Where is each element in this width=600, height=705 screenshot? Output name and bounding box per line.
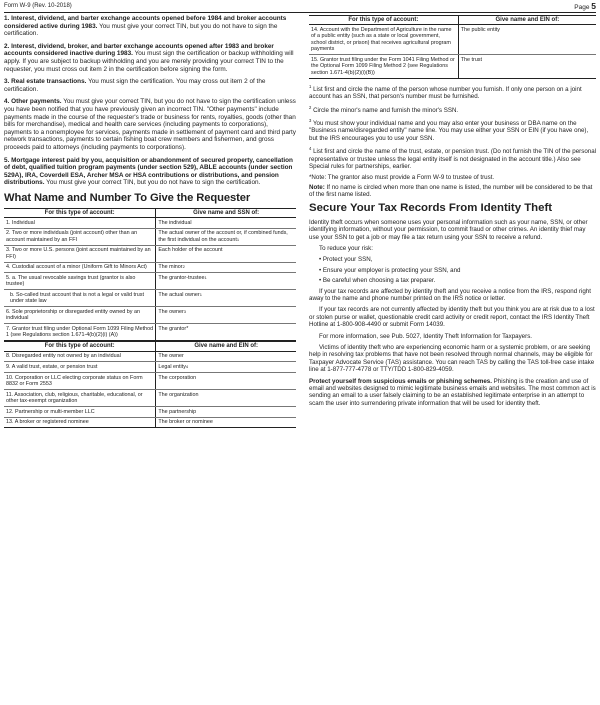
note-lead: Note: — [309, 183, 325, 191]
table-row — [4, 390, 296, 407]
give-name — [156, 218, 296, 229]
paragraph: Victims of identity theft who are experiencing economic harm or a systemic problem, or are seeking help in resolving tax problems that have not been resolved through normal channels, may be eligible for Taxpayer Advocate Service (TAS) assistance. You can reach TAS by calling the TAS toll-free case intake line at 1-877-777-4778 or TTY/TDD 1-800-829-4059. — [309, 344, 595, 374]
table-row — [4, 290, 296, 307]
paragraph: If your tax records are not currently affected by identity theft but you think you are at risk due to a lost or stolen purse or wallet, questionable credit card activity or credit report, contact the IRS Identity Theft Hotline at 1-800-908-4490 or submit Form 14039. — [309, 306, 595, 329]
reduce-risk-label: To reduce your risk: — [319, 244, 373, 252]
footnote-ref: 1 — [236, 236, 240, 242]
give-name-text: The minor — [158, 264, 183, 271]
item-2 — [4, 43, 296, 73]
bullet-item: • Be careful when choosing a tax preparer. — [319, 277, 436, 285]
ein-col-give: Give name and EIN of: — [458, 16, 596, 25]
give-name — [156, 228, 296, 245]
item-2-lead: 2. Interest, dividend, broker, and barter exchange accounts opened after 1983 and broker accounts considered inactive during 1983. — [4, 42, 274, 58]
bullet-item: • Ensure your employer is protecting your SSN, and — [319, 266, 461, 274]
give-name — [156, 290, 296, 307]
give-name-text: The actual owner — [158, 292, 200, 299]
account-type: 7. Grantor trust filing under Optional Form 1099 Filing Method 1 (see Regulations section 1.671-4(b)(2)(i) (A)) — [4, 324, 156, 341]
account-type: 1. Individual — [4, 218, 156, 229]
give-name-text: The organization — [158, 391, 199, 398]
account-type: 14. Account with the Department of Agriculture in the name of a public entity (such as a state or local government, school district, or prison) that receives agricultural program payments — [309, 25, 458, 55]
table-row — [4, 407, 296, 418]
ssn-table-header — [4, 208, 296, 217]
table-row — [4, 417, 296, 428]
give-name — [156, 307, 296, 324]
footnote-ref: 2 — [182, 264, 185, 270]
give-name: The public entity — [458, 25, 596, 55]
section-title: What Name and Number To Give the Requester — [4, 191, 251, 204]
ein-table-header — [4, 342, 296, 351]
footnote-ref: 1 — [199, 292, 202, 298]
footnote-number: 2 — [309, 104, 312, 110]
footnote-text: List first and circle the name of the trust, estate, or pension trust. (Do not furnish the TIN of the personal representative or trustee unless the legal entity itself is not designated in the account title.) Also see Special rules for partnerships, earlier. — [309, 148, 597, 171]
left-column — [4, 15, 296, 428]
table-row — [4, 262, 296, 273]
phishing-lead: Protect yourself from suspicious emails or phishing schemes. — [309, 377, 492, 385]
identity-theft-title: Secure Your Tax Records From Identity Theft — [309, 201, 553, 214]
item-3-lead: 3. Real estate transactions. — [4, 78, 87, 86]
give-name-text: Legal entity — [158, 364, 186, 371]
table-row — [4, 351, 296, 362]
grantor-note: *Note: The grantor also must provide a Form W-9 to trustee of trust. — [309, 173, 495, 181]
table-row — [4, 245, 296, 262]
account-type: 12. Partnership or multi-member LLC — [4, 407, 156, 418]
table-row — [309, 55, 596, 78]
item-5-lead: 5. Mortgage interest paid by you, acquisition or abandonment of secured property, cancellation of debt, qualified tuition program payments (under section 529), ABLE accounts (under section 529A), IRA, Coverdell ESA, Archer MSA or HSA contributions or distributions, and pension distributions. — [4, 156, 293, 187]
paragraph: For more information, see Pub. 5027, Identity Theft Information for Taxpayers. — [319, 332, 533, 340]
footnote — [309, 83, 596, 101]
item-4 — [4, 98, 296, 151]
footnotes — [309, 83, 596, 199]
table-row — [309, 25, 596, 55]
footnote — [309, 145, 596, 170]
give-name-text: The individual — [158, 219, 192, 226]
account-type: 4. Custodial account of a minor (Uniform Gift to Minors Act) — [4, 262, 156, 273]
footnote-number: 3 — [309, 117, 312, 123]
account-type: 8. Disregarded entity not owned by an individual — [4, 351, 156, 362]
footnote-text: List first and circle the name of the person whose number you furnish. If only one person on a joint account has an SSN, that person's number must be furnished. — [309, 85, 582, 101]
give-name-text: The owner — [158, 309, 184, 316]
account-type: 15. Grantor trust filing under the Form 1041 Filing Method or the Optional Form 1099 Filing Method 2 (see Regulations section 1.671-4(b)(2)(i)(B)) — [309, 55, 458, 78]
give-name-text: The partnership — [158, 408, 197, 415]
footnote-number: 4 — [309, 146, 312, 152]
table-row — [4, 373, 296, 390]
table-row — [4, 362, 296, 373]
footnote-ref: 1 — [204, 275, 207, 281]
footnote-text: Circle the minor's name and furnish the minor's SSN. — [313, 106, 459, 114]
ein-col-account: For this type of account: — [4, 342, 156, 351]
give-name-text: Each holder of the account — [158, 247, 223, 254]
footnote-text: You must show your individual name and you may also enter your business or DBA name on the "Business name/disregarded entity" name line. You may use either your SSN or EIN (if you have one), but the IRS encourages you to use your SSN. — [309, 120, 589, 142]
give-name — [156, 417, 296, 428]
account-type: 3. Two or more U.S. persons (joint account maintained by an FFI) — [4, 245, 156, 262]
phishing-paragraph — [309, 378, 596, 408]
ein-col-give: Give name and EIN of: — [156, 342, 296, 351]
ssn-col-give: Give name and SSN of: — [156, 208, 296, 217]
phishing-text: Phishing is the creation and use of email and websites designed to mimic legitimate business emails and websites. The most common act is sending an email to a user falsely claiming to be an established legitimate enterprise in an attempt to scam the user into surrendering private information that will be used for identity theft. — [309, 377, 596, 407]
account-type: 11. Association, club, religious, charitable, educational, or other tax-exempt organization — [4, 390, 156, 407]
account-type: 6. Sole proprietorship or disregarded entity owned by an individual — [4, 307, 156, 324]
table-row — [4, 228, 296, 245]
item-4-lead: 4. Other payments. — [4, 98, 62, 106]
right-column — [309, 15, 596, 411]
item-4-text: You must give your correct TIN, but you do not have to sign the certification unless you have been notified that you have previously given an incorrect TIN. "Other payments" include payments made in the course of the requester's trade or business for rents, royalties, goods (other than bills for merchandise), medical and health care services (including payments to corporations), payments to a nonemployee for services, payments made in settlement of payment card and third party network transactions, payments to certain fishing boat crew members and fishermen, and gross proceeds paid to attorneys (including payments to corporations). — [4, 98, 296, 151]
footnote — [309, 117, 596, 142]
give-name: The trust — [458, 55, 596, 78]
account-type: 13. A broker or registered nominee — [4, 417, 156, 428]
ssn-col-account: For this type of account: — [4, 208, 156, 217]
table-row — [4, 307, 296, 324]
footnote — [309, 104, 596, 114]
give-name — [156, 390, 296, 407]
give-name-text: The broker or nominee — [158, 419, 213, 426]
item-1-lead: 1. Interest, dividend, and barter exchange accounts opened before 1984 and broker accounts considered active during 1983. — [4, 15, 287, 30]
page-number — [574, 1, 596, 11]
give-name-text: The grantor* — [158, 326, 189, 333]
item-5 — [4, 157, 296, 187]
give-name-text: The grantor-trustee — [158, 275, 205, 282]
ein-table — [4, 341, 296, 428]
ein-col-account: For this type of account: — [309, 16, 458, 25]
give-name — [156, 324, 296, 341]
give-name — [156, 362, 296, 373]
table-row — [4, 218, 296, 229]
page-prefix: Page — [574, 4, 590, 11]
item-1 — [4, 15, 296, 38]
page-header — [4, 1, 596, 11]
ein-table-continued — [309, 15, 596, 79]
form-identifier: Form W-9 (Rev. 10-2018) — [4, 3, 72, 9]
paragraph: If your tax records are affected by identity theft and you receive a notice from the IRS, respond right away to the name and phone number printed on the IRS notice or letter. — [309, 287, 591, 302]
ssn-table — [4, 208, 296, 342]
give-name — [156, 407, 296, 418]
note-text: If no name is circled when more than one name is listed, the number will be considered to be that of the first name listed. — [309, 183, 593, 199]
give-name — [156, 351, 296, 362]
item-5-text: You must give your correct TIN, but you do not have to sign the certification. — [44, 179, 261, 187]
account-type: 2. Two or more individuals (joint account) other than an account maintained by an FFI — [4, 228, 156, 245]
footnote-ref: 4 — [185, 364, 189, 370]
give-name — [156, 273, 296, 290]
table-row — [4, 273, 296, 290]
give-name-text: The corporation — [158, 374, 197, 381]
identity-intro: Identity theft occurs when someone uses your personal information such as your name, SSN, or other identifying information, without your permission, to commit fraud or other crimes. An identity thief may use your SSN to get a job or may file a tax return using your SSN to receive a refund. — [309, 218, 588, 241]
table-row — [4, 324, 296, 341]
give-name — [156, 262, 296, 273]
account-type: 10. Corporation or LLC electing corporate status on Form 8832 or Form 2553 — [4, 373, 156, 390]
page-number-value: 5 — [591, 1, 596, 11]
account-type: 9. A valid trust, estate, or pension trust — [4, 362, 156, 373]
give-name — [156, 373, 296, 390]
item-2-text: You must sign the certification or backup withholding will apply. If you are subject to backup withholding and you are merely providing your correct TIN to the requester, you must cross out item 2 in the certification before signing the form. — [4, 50, 294, 73]
give-name — [156, 245, 296, 262]
item-3 — [4, 78, 296, 93]
account-type: 5. a. The usual revocable savings trust (grantor is also trustee) — [4, 273, 156, 290]
ein-table-header — [309, 16, 596, 25]
give-name-text: The owner — [158, 353, 184, 360]
item-3-text: You must sign the certification. You may cross out item 2 of the certification. — [4, 78, 266, 93]
give-name-text: The actual owner of the account or, if combined funds, the first individual on the account — [158, 230, 288, 243]
footnote-ref: 3 — [183, 309, 187, 315]
bullet-item: • Protect your SSN, — [319, 256, 373, 264]
header-rule — [4, 12, 596, 13]
account-type: b. So-called trust account that is not a legal or valid trust under state law — [4, 290, 156, 307]
circled-name-note — [309, 184, 596, 199]
item-1-text: You must give your correct TIN, but you do not have to sign the certification. — [4, 22, 278, 38]
footnote-number: 1 — [309, 83, 312, 89]
